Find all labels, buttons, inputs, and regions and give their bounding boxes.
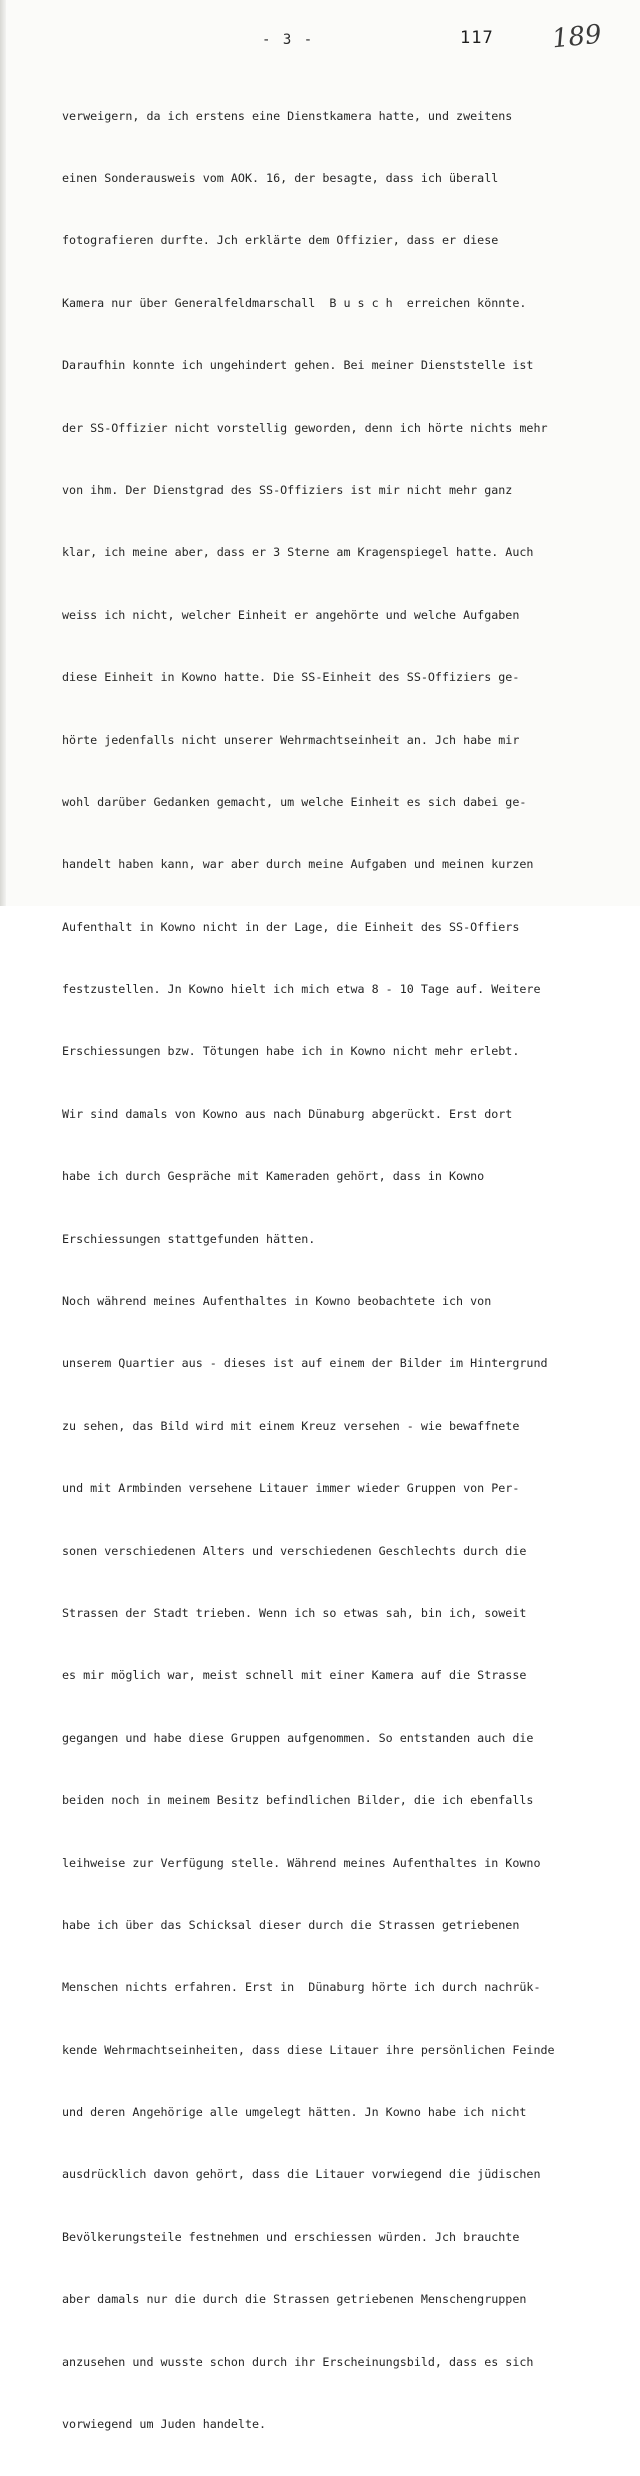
text-line: Kamera nur über Generalfeldmarschall B u s c h erreichen könnte. — [62, 295, 527, 310]
text-line: weiss ich nicht, welcher Einheit er angehörte und welche Aufgaben — [62, 607, 520, 622]
handwritten-page-number: 189 — [550, 19, 604, 55]
text-line: anzusehen und wusste schon durch ihr Erscheinungsbild, dass es sich — [62, 2354, 534, 2369]
folio-number: 117 — [460, 28, 494, 48]
text-line: sonen verschiedenen Alters und verschiedenen Geschlechts durch die — [62, 1543, 527, 1558]
text-line: wohl darüber Gedanken gemacht, um welche Einheit es sich dabei ge- — [62, 794, 527, 809]
text-line: aber damals nur die durch die Strassen getriebenen Menschengruppen — [62, 2292, 527, 2307]
scan-edge — [0, 0, 6, 906]
page-marker: - 3 - — [262, 32, 315, 48]
text-line: beiden noch in meinem Besitz befindlichen Bilder, die ich ebenfalls — [62, 1793, 534, 1808]
text-line: hörte jedenfalls nicht unserer Wehrmachtseinheit an. Jch habe mir — [62, 732, 520, 747]
text-line: von ihm. Der Dienstgrad des SS-Offiziers ist mir nicht mehr ganz — [62, 482, 513, 497]
text-line: Noch während meines Aufenthaltes in Kowno beobachtete ich von — [62, 1294, 492, 1309]
text-line: Aufenthalt in Kowno nicht in der Lage, die Einheit des SS-Offiers — [62, 919, 520, 934]
text-line: Bevölkerungsteile festnehmen und erschiessen würden. Jch brauchte — [62, 2229, 520, 2244]
text-line: habe ich über das Schicksal dieser durch die Strassen getriebenen — [62, 1917, 520, 1932]
text-line: diese Einheit in Kowno hatte. Die SS-Einheit des SS-Offiziers ge- — [62, 670, 520, 685]
text-line: und mit Armbinden versehene Litauer immer wieder Gruppen von Per- — [62, 1481, 520, 1496]
text-line: der SS-Offizier nicht vorstellig geworden, denn ich hörte nichts mehr — [62, 420, 548, 435]
text-line: Erschiessungen stattgefunden hätten. — [62, 1231, 316, 1246]
text-line: Strassen der Stadt trieben. Wenn ich so etwas sah, bin ich, soweit — [62, 1605, 527, 1620]
text-line: Wir sind damals von Kowno aus nach Dünaburg abgerückt. Erst dort — [62, 1106, 513, 1121]
text-line: festzustellen. Jn Kowno hielt ich mich etwa 8 - 10 Tage auf. Weitere — [62, 982, 541, 997]
text-line: Daraufhin konnte ich ungehindert gehen. Bei meiner Dienststelle ist — [62, 358, 534, 373]
text-line: ausdrücklich davon gehört, dass die Litauer vorwiegend die jüdischen — [62, 2167, 541, 2182]
text-line: vorwiegend um Juden handelte. — [62, 2417, 267, 2432]
text-line: Menschen nichts erfahren. Erst in Dünaburg hörte ich durch nachrük- — [62, 1980, 541, 1995]
text-line: fotografieren durfte. Jch erklärte dem Offizier, dass er diese — [62, 233, 499, 248]
text-line: gegangen und habe diese Gruppen aufgenommen. So entstanden auch die — [62, 1730, 534, 1745]
page-header — [0, 19, 640, 66]
text-line: klar, ich meine aber, dass er 3 Sterne am Kragenspiegel hatte. Auch — [62, 545, 534, 560]
text-line: handelt haben kann, war aber durch meine Aufgaben und meinen kurzen — [62, 857, 534, 872]
body-text — [62, 64, 622, 2476]
text-line: unserem Quartier aus - dieses ist auf einem der Bilder im Hintergrund — [62, 1356, 548, 1371]
text-line: kende Wehrmachtseinheiten, dass diese Litauer ihre persönlichen Feinde — [62, 2042, 555, 2057]
text-line: und deren Angehörige alle umgelegt hätten. Jn Kowno habe ich nicht — [62, 2105, 527, 2120]
text-line: habe ich durch Gespräche mit Kameraden gehört, dass in Kowno — [62, 1169, 485, 1184]
text-line: Erschiessungen bzw. Tötungen habe ich in Kowno nicht mehr erlebt. — [62, 1044, 520, 1059]
text-line: es mir möglich war, meist schnell mit einer Kamera auf die Strasse — [62, 1668, 527, 1683]
text-line: einen Sonderausweis vom AOK. 16, der besagte, dass ich überall — [62, 170, 499, 185]
text-line: leihweise zur Verfügung stelle. Während meines Aufenthaltes in Kowno — [62, 1855, 541, 1870]
text-line: zu sehen, das Bild wird mit einem Kreuz versehen - wie bewaffnete — [62, 1418, 520, 1433]
text-line: verweigern, da ich erstens eine Dienstkamera hatte, und zweitens — [62, 108, 513, 123]
